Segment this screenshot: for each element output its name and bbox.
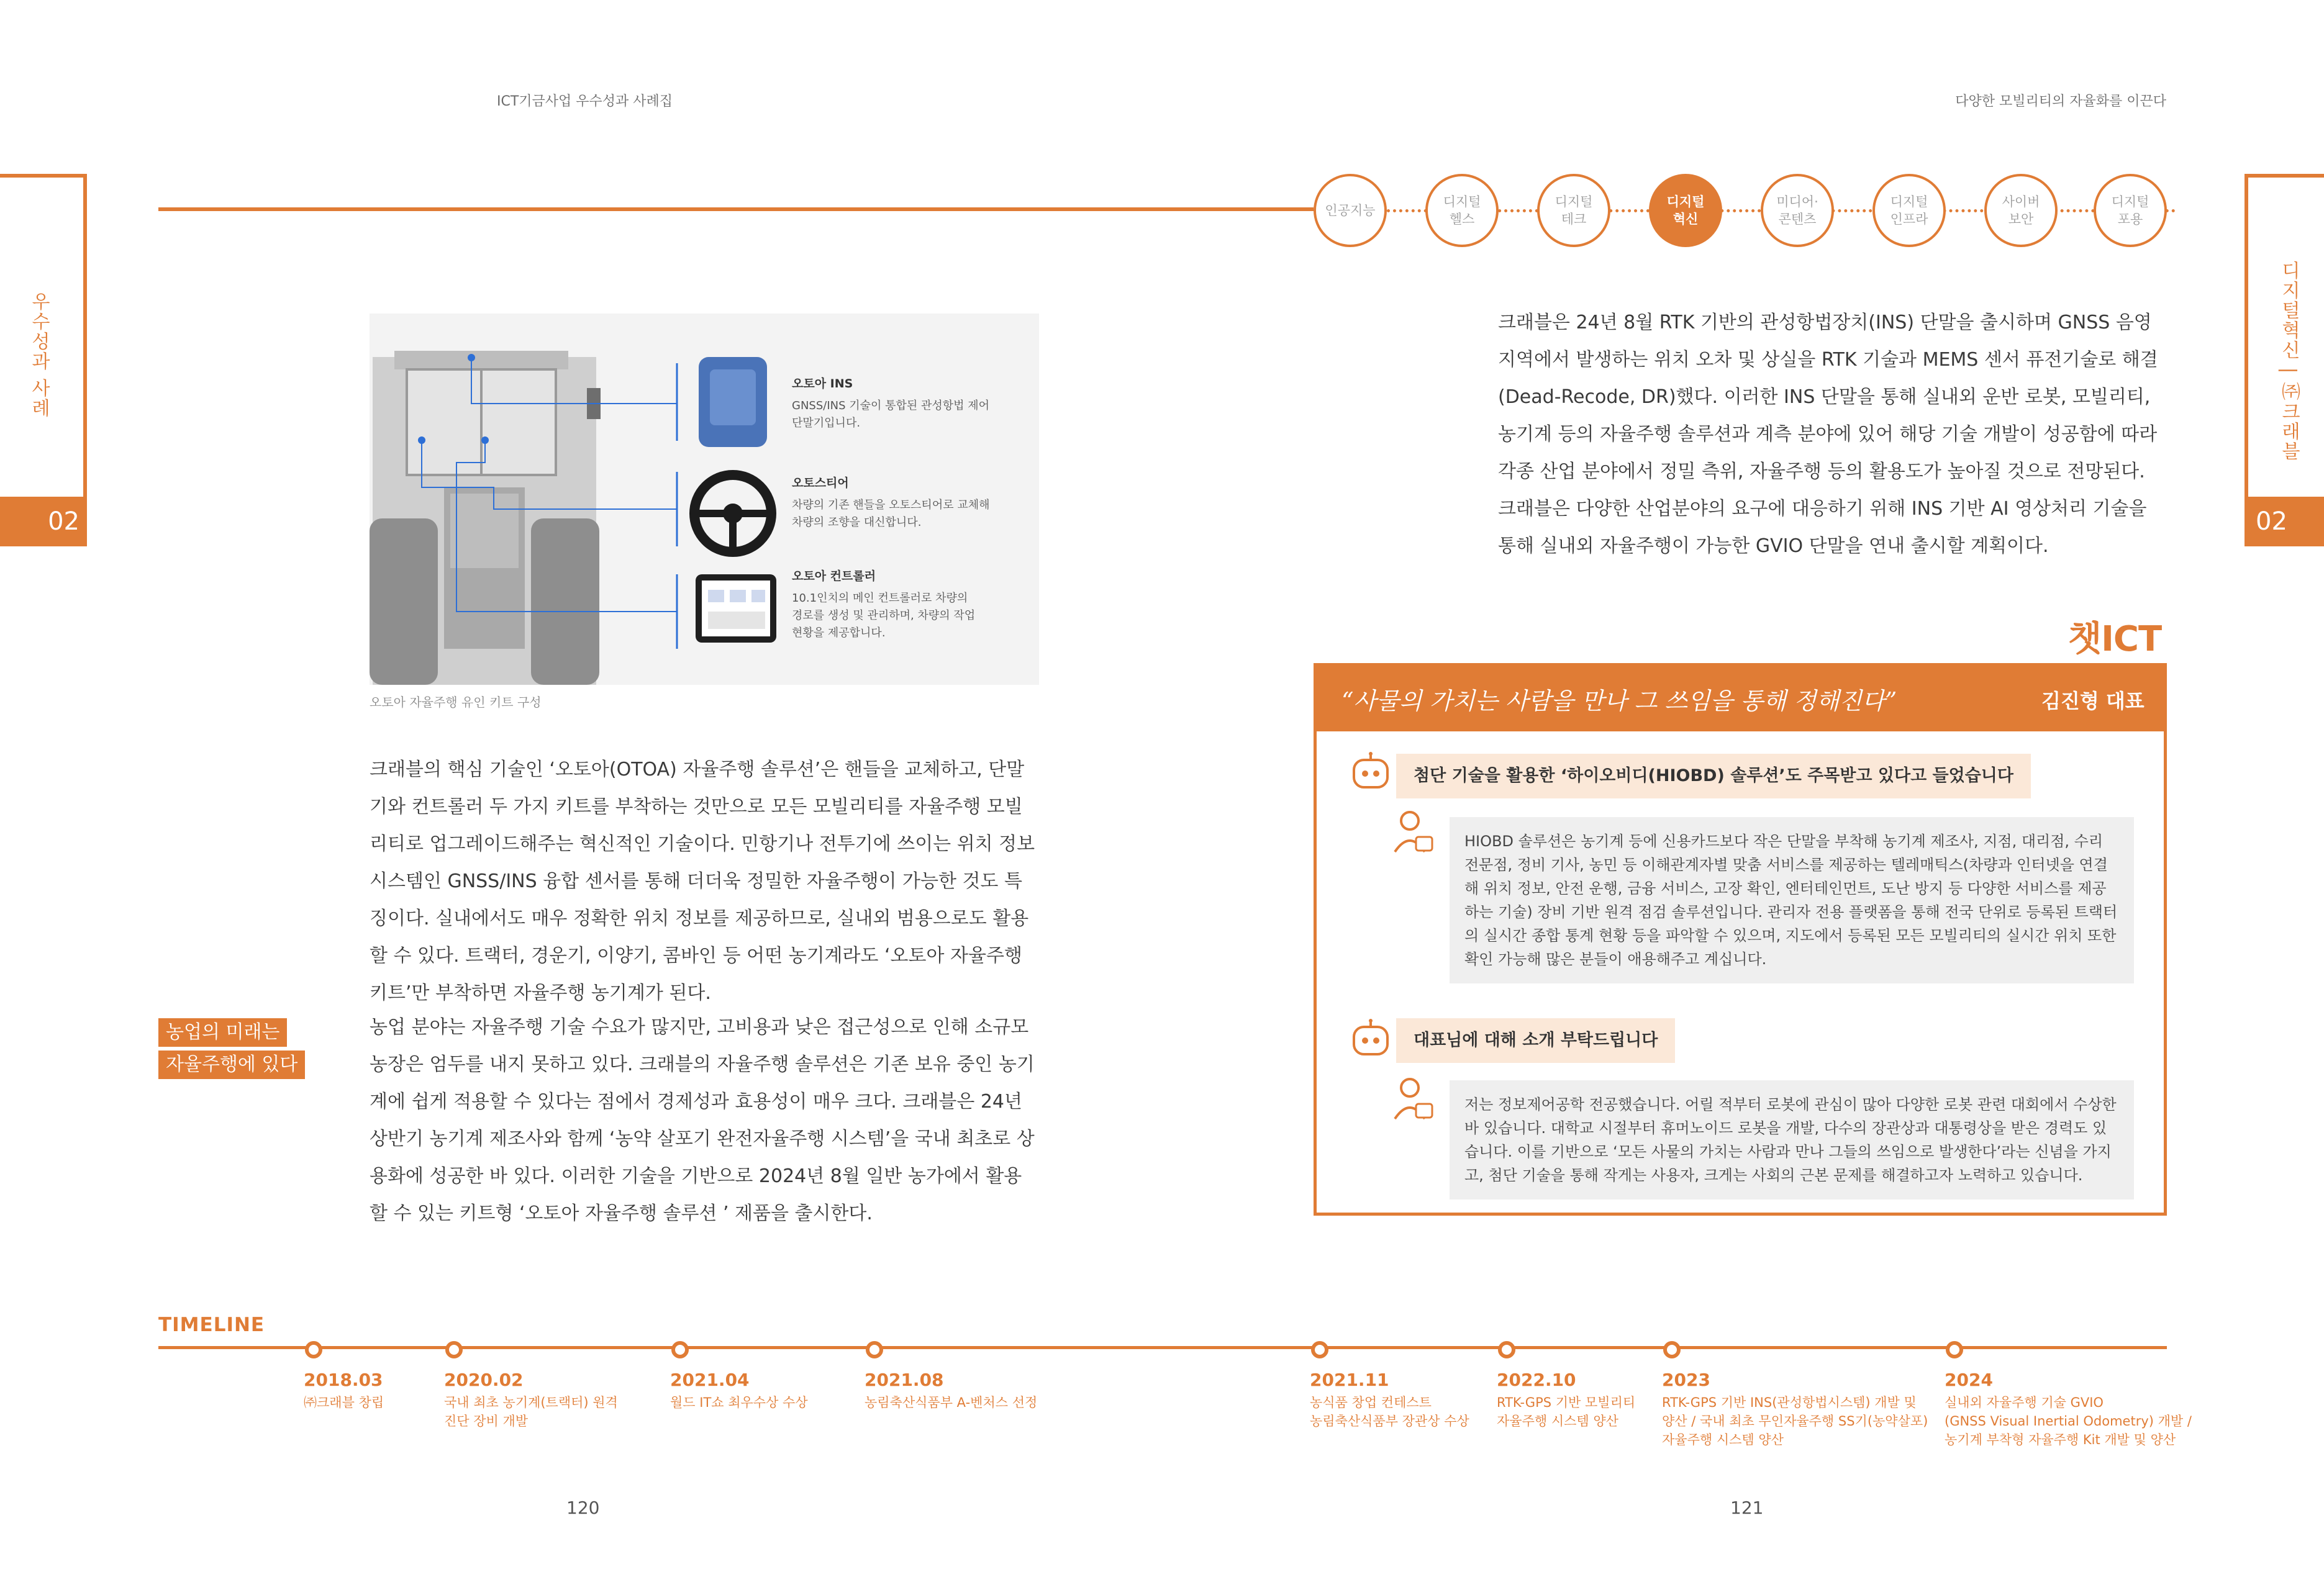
- section-tag-1: 농업의 미래는: [158, 1018, 287, 1047]
- robot-icon: [1349, 1018, 1392, 1062]
- chat-person: 김진형 대표: [2041, 689, 2145, 713]
- figure-item-ins-desc: GNSS/INS 기술이 통합된 관성항법 제어 단말기입니다.: [792, 399, 990, 430]
- timeline-dot: [671, 1341, 689, 1358]
- timeline-year: 2021.11: [1310, 1370, 1389, 1390]
- category-1: 디지털 헬스: [1425, 174, 1499, 247]
- robot-icon: [1349, 751, 1392, 795]
- category-5: 디지털 인프라: [1872, 174, 1946, 247]
- figure-item-steer: [792, 474, 989, 531]
- category-3: 디지털 혁신: [1649, 174, 1722, 247]
- timeline-dot: [1498, 1341, 1515, 1358]
- category-nav: [1314, 174, 2167, 248]
- right-paragraph: 크래블은 24년 8월 RTK 기반의 관성항법장치(INS) 단말을 출시하며 GNSS 음영지역에서 발생하는 위치 오차 및 상실을 RTK 기술과 MEMS 센서 퓨전기술로 해결(Dead-Recode, DR)했다. 이러한 INS 단말을 통해 실내외 운반 로봇, 모빌리티, 농기계 등의 자율주행 솔루션과 계측 분야에 있어 해당 기술 개발이 성공함에 따라 각종 산업 분야에서 정밀 측위, 자율주행 등의 활용도가 높아질 것으로 전망된다. 크래블은 다양한 산업분야의 요구에 대응하기 위해 INS 기반 AI 영상처리 기술을 통해 실내외 자율주행이 가능한 GVIO 단말을 연내 출시할 계획이다.: [1498, 312, 2158, 557]
- timeline-dot: [305, 1341, 322, 1358]
- figure-item-steer-title: 오토스티어: [792, 476, 849, 490]
- timeline-year: 2023: [1662, 1370, 1710, 1390]
- figure-item-controller-desc: 10.1인치의 메인 컨트롤러로 차량의 경로를 생성 및 관리하며, 차량의 작업 현황을 제공합니다.: [792, 592, 976, 639]
- timeline-year: 2021.04: [670, 1370, 750, 1390]
- timeline-dot: [866, 1341, 883, 1358]
- timeline-desc: 농림축산식품부 A-벤처스 선정: [865, 1395, 1038, 1410]
- category-6: 사이버 보안: [1984, 174, 2058, 247]
- timeline-year: 2024: [1945, 1370, 1993, 1390]
- section-tag-2: 자율주행에 있다: [158, 1051, 305, 1079]
- figure-item-controller-title: 오토아 컨트롤러: [792, 569, 876, 583]
- header-right-title: 다양한 모빌리티의 자율화를 이끈다: [1955, 94, 2166, 109]
- timeline-dot: [1311, 1341, 1328, 1358]
- figure-item-controller: [792, 567, 975, 642]
- timeline-desc: RTK-GPS 기반 모빌리티 자율주행 시스템 양산: [1497, 1395, 1636, 1429]
- left-section-number: 02: [0, 497, 87, 546]
- question-1: 첨단 기술을 활용한 ‘하이오비디(HIOBD) 솔루션’도 주목받고 있다고 들었습니다: [1396, 754, 2031, 798]
- page-number-left: 120: [566, 1498, 600, 1518]
- question-2: 대표님에 대해 소개 부탁드립니다: [1396, 1018, 1675, 1063]
- timeline-desc: 실내외 자율주행 기술 GVIO (GNSS Visual Inertial Odometry) 개발 / 농기계 부착형 자율주행 Kit 개발 및 양산: [1945, 1395, 2192, 1447]
- top-rule: [158, 207, 1314, 211]
- timeline-desc: 월드 IT쇼 최우수상 수상: [670, 1395, 808, 1410]
- left-paragraph-1: 크래블의 핵심 기술인 ‘오토아(OTOA) 자율주행 솔루션’은 핸들을 교체하고, 단말기와 컨트롤러 두 가지 키트를 부착하는 것만으로 모든 모빌리티를 자율주행 모빌리티로 업그레이드해주는 혁신적인 기술이다. 민항기나 전투기에 쓰이는 위치 정보 시스템인 GNSS/INS 융합 센서를 통해 더더욱 정밀한 자율주행이 가능한 것도 특징이다. 실내에서도 매우 정확한 위치 정보를 제공하므로, 실내외 범용으로도 활용할 수 있다. 트랙터, 경운기, 이양기, 콤바인 등 어떤 농기계라도 ‘오토아 자율주행 키트’만 부착하면 자율주행 농기계가 된다.: [370, 759, 1035, 1004]
- timeline-desc: RTK-GPS 기반 INS(관성항법시스템) 개발 및 양산 / 국내 최초 무인자율주행 SS기(농약살포) 자율주행 시스템 양산: [1662, 1395, 1928, 1447]
- left-paragraph-2: 농업 분야는 자율주행 기술 수요가 많지만, 고비용과 낮은 접근성으로 인해 소규모 농장은 엄두를 내지 못하고 있다. 크래블의 자율주행 솔루션은 기존 보유 중인 농기계에 쉽게 적용할 수 있다는 점에서 경제성과 효용성이 매우 크다. 크래블은 24년 상반기 농기계 제조사와 함께 ‘농약 살포기 완전자율주행 시스템’을 국내 최초로 상용화에 성공한 바 있다. 이러한 기술을 기반으로 2024년 8월 일반 농가에서 활용할 수 있는 키트형 ‘오토아 자율주행 솔루션 ’ 제품을 출시한다.: [370, 1016, 1035, 1224]
- right-section-number: 02: [2245, 497, 2324, 546]
- timeline-year: 2021.08: [865, 1370, 944, 1390]
- category-4: 미디어· 콘텐츠: [1761, 174, 1834, 247]
- timeline-year: 2022.10: [1497, 1370, 1576, 1390]
- timeline-desc: ㈜크래블 창립: [304, 1395, 384, 1410]
- timeline-desc: 농식품 창업 컨테스트 농림축산식품부 장관상 수상: [1310, 1395, 1469, 1429]
- figure-item-steer-desc: 차량의 기존 핸들을 오토스티어로 교체해 차량의 조향을 대신합니다.: [792, 499, 990, 529]
- category-0: 인공지능: [1314, 174, 1387, 247]
- category-2: 디지털 테크: [1537, 174, 1610, 247]
- category-7: 디지털 포용: [2094, 174, 2167, 247]
- timeline-dot: [445, 1341, 463, 1358]
- timeline-dot: [1946, 1341, 1963, 1358]
- tractor-figure: [370, 314, 1039, 685]
- chat-ict-logo: 챗ICT: [2068, 619, 2162, 659]
- figure-item-ins: [792, 374, 989, 432]
- chat-quote: “사물의 가치는 사람을 만나 그 쓰임을 통해 정해진다”: [1341, 687, 1897, 715]
- figure-caption: 오토아 자율주행 유인 키트 구성: [370, 695, 542, 710]
- page-number-right: 121: [1730, 1498, 1764, 1518]
- answer-2: 저는 정보제어공학 전공했습니다. 어릴 적부터 로봇에 관심이 많아 다양한 로봇 관련 대회에서 수상한 바 있습니다. 대학교 시절부터 휴머노이드 로봇을 개발, 다수의 장관상과 대통령상을 받은 경력도 있습니다. 이를 기반으로 ‘모든 사물의 가치는 사람과 만나 그들의 쓰임으로 발생한다’라는 신념을 가지고, 첨단 기술을 통해 작게는 사용자, 크게는 사회의 근본 문제를 해결하고자 노력하고 있습니다.: [1450, 1080, 2134, 1200]
- left-side-label: 우수성과 사례: [28, 292, 50, 418]
- answer-1: HIOBD 솔루션은 농기계 등에 신용카드보다 작은 단말을 부착해 농기계 제조사, 지점, 대리점, 수리 전문점, 정비 기사, 농민 등 이해관계자별 맞춤 서비스를 제공하는 텔레매틱스(차량과 인터넷을 연결해 위치 정보, 안전 운행, 금융 서비스, 고장 확인, 엔터테인먼트, 도난 방지 등 다양한 서비스를 제공하는 기술) 장비 기반 원격 점검 솔루션입니다. 관리자 전용 플랫폼을 통해 전국 단위로 등록된 트랙터의 실시간 종합 통계 현황 등을 파악할 수 있으며, 지도에서 등록된 모든 모빌리티의 실시간 위치 또한 확인 가능해 많은 분들이 애용해주고 계십니다.: [1450, 817, 2134, 983]
- right-side-label: 디지털혁신 | ㈜크래블: [2278, 261, 2300, 462]
- timeline-dot: [1663, 1341, 1681, 1358]
- person-icon: [1391, 1074, 1435, 1124]
- person-icon: [1391, 807, 1435, 857]
- timeline-title: TIMELINE: [158, 1314, 265, 1336]
- timeline-year: 2018.03: [304, 1370, 383, 1390]
- figure-item-ins-title: 오토아 INS: [792, 377, 853, 391]
- header-left-title: ICT기금사업 우수성과 사례집: [497, 94, 673, 109]
- timeline-year: 2020.02: [444, 1370, 524, 1390]
- timeline-desc: 국내 최초 농기계(트랙터) 원격 진단 장비 개발: [444, 1395, 618, 1429]
